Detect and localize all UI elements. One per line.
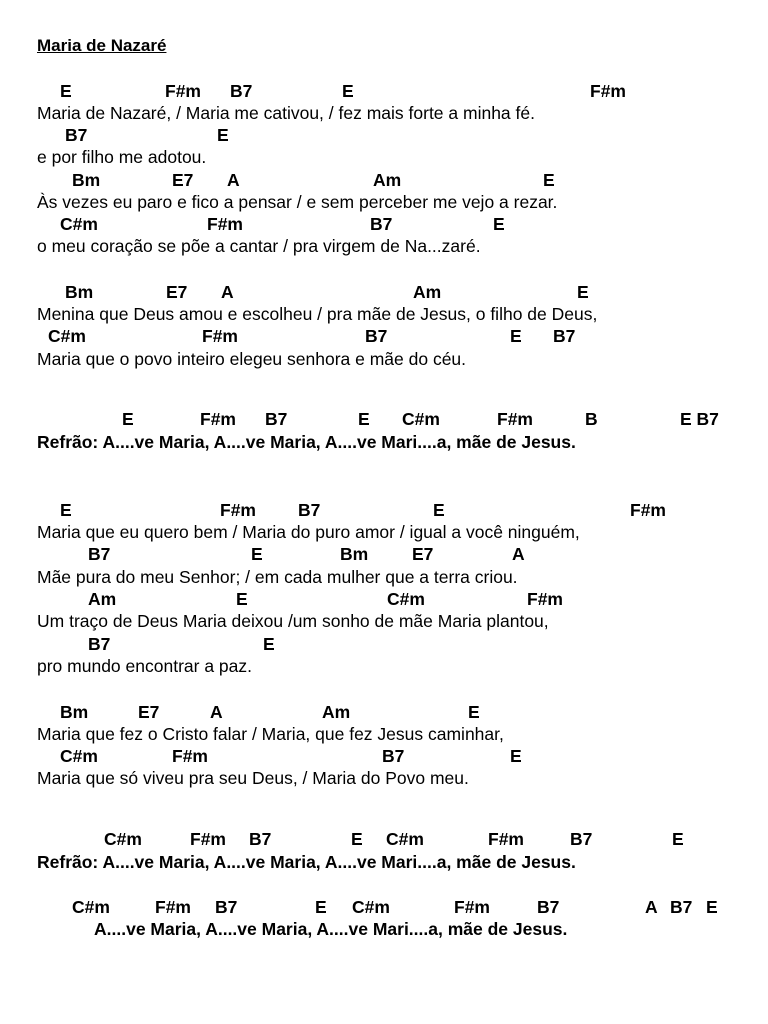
lyric-line: e por filho me adotou. [37, 147, 207, 167]
chord: B7 [382, 746, 405, 766]
lyric-line: Às vezes eu paro e fico a pensar / e sem perceber me vejo a rezar. [37, 192, 558, 212]
chord: E [358, 409, 370, 429]
chord: Bm [65, 282, 94, 302]
lyric-line: Maria que só viveu pra seu Deus, / Maria do Povo meu. [37, 768, 469, 788]
chord: F#m [488, 829, 524, 849]
chord: Bm [72, 170, 101, 190]
chord: F#m [630, 500, 666, 520]
chord: A [227, 170, 240, 190]
chord: E [510, 326, 522, 346]
chord: E7 [138, 702, 160, 722]
chord: Am [373, 170, 402, 190]
chord: F#m [190, 829, 226, 849]
chord: A [512, 544, 525, 564]
chord: B7 [265, 409, 288, 429]
chord: C#m [72, 897, 110, 917]
chord: A [210, 702, 223, 722]
chord: E [122, 409, 134, 429]
chord: E [60, 81, 72, 101]
chord: Bm [60, 702, 89, 722]
chord: E [251, 544, 263, 564]
lyric-line: pro mundo encontrar a paz. [37, 656, 252, 676]
chord: B7 [370, 214, 393, 234]
lyric-line: Um traço de Deus Maria deixou /um sonho de mãe Maria plantou, [37, 611, 549, 631]
chord: E [263, 634, 275, 654]
chord: E7 [166, 282, 188, 302]
chord: Bm [340, 544, 369, 564]
chord: E [493, 214, 505, 234]
chord: B7 [570, 829, 593, 849]
chord: E [315, 897, 327, 917]
chord: C#m [48, 326, 86, 346]
chord: C#m [104, 829, 142, 849]
chord: C#m [386, 829, 424, 849]
chorus-line: Refrão: A....ve Maria, A....ve Maria, A....ve Mari....a, mãe de Jesus. [37, 852, 576, 872]
chord: F#m [454, 897, 490, 917]
chord: F#m [497, 409, 533, 429]
chord: F#m [527, 589, 563, 609]
chord: B7 [365, 326, 388, 346]
chord: B7 [537, 897, 560, 917]
chord: F#m [220, 500, 256, 520]
chord: E [672, 829, 684, 849]
chord: F#m [200, 409, 236, 429]
chord: E [60, 500, 72, 520]
lyric-line: Mãe pura do meu Senhor; / em cada mulher que a terra criou. [37, 567, 518, 587]
chord: E [351, 829, 363, 849]
chorus-line: Refrão: A....ve Maria, A....ve Maria, A....ve Mari....a, mãe de Jesus. [37, 432, 576, 452]
chord: E [468, 702, 480, 722]
chord: E [706, 897, 718, 917]
chord: B7 [230, 81, 253, 101]
chord: E [342, 81, 354, 101]
chord: E7 [412, 544, 434, 564]
chord: B7 [215, 897, 238, 917]
lyric-line: Maria que o povo inteiro elegeu senhora e mãe do céu. [37, 349, 467, 369]
lyric-line: Menina que Deus amou e escolheu / pra mãe de Jesus, o filho de Deus, [37, 304, 598, 324]
chord: B7 [298, 500, 321, 520]
chord: F#m [590, 81, 626, 101]
chord: E [236, 589, 248, 609]
chord: C#m [60, 746, 98, 766]
lyric-line: Maria de Nazaré, / Maria me cativou, / fez mais forte a minha fé. [37, 103, 535, 123]
chord: A [221, 282, 234, 302]
chord: B [585, 409, 598, 429]
chord: E7 [172, 170, 194, 190]
chord: Am [322, 702, 351, 722]
chord: C#m [352, 897, 390, 917]
chord: B7 [65, 125, 88, 145]
lyric-line: Maria que eu quero bem / Maria do puro amor / igual a você ninguém, [37, 522, 580, 542]
chord: E [577, 282, 589, 302]
chord: C#m [60, 214, 98, 234]
chord: F#m [155, 897, 191, 917]
chord: F#m [207, 214, 243, 234]
chord: E [217, 125, 229, 145]
song-title: Maria de Nazaré [37, 36, 167, 55]
chorus-line: A....ve Maria, A....ve Maria, A....ve Mari....a, mãe de Jesus. [94, 919, 568, 939]
chord: F#m [172, 746, 208, 766]
chord: E [543, 170, 555, 190]
chord: Am [413, 282, 442, 302]
lyric-line: o meu coração se põe a cantar / pra virgem de Na...zaré. [37, 236, 481, 256]
chord: E B7 [680, 409, 719, 429]
chord: F#m [202, 326, 238, 346]
chord: F#m [165, 81, 201, 101]
chord: B7 [249, 829, 272, 849]
chord: B7 [553, 326, 576, 346]
chord: B7 [88, 634, 111, 654]
chord: E [433, 500, 445, 520]
chord: A [645, 897, 658, 917]
chord: B7 [88, 544, 111, 564]
chord: C#m [402, 409, 440, 429]
lyric-line: Maria que fez o Cristo falar / Maria, que fez Jesus caminhar, [37, 724, 504, 744]
chord: Am [88, 589, 117, 609]
chord: E [510, 746, 522, 766]
chord: B7 [670, 897, 693, 917]
chord: C#m [387, 589, 425, 609]
